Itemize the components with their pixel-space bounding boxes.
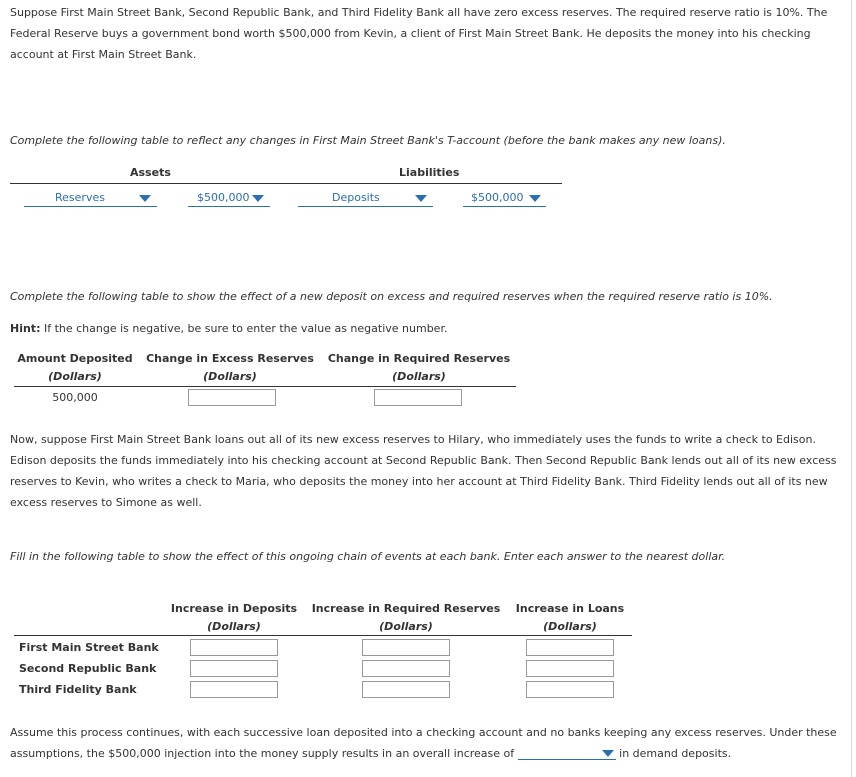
chevron-down-icon	[415, 195, 427, 202]
chevron-down-icon	[252, 195, 264, 202]
chain-instruction: Fill in the following table to show the effect of this ongoing chain of events at each bank. Enter each answer to the nearest dollar.	[10, 550, 726, 563]
liabilities-item-value: Deposits	[332, 191, 380, 204]
first-deposits-input[interactable]	[190, 639, 278, 656]
hint-label: Hint:	[10, 322, 41, 335]
bank-label-first: First Main Street Bank	[19, 641, 159, 654]
unit-increase-loans: (Dollars)	[543, 620, 597, 633]
liabilities-header: Liabilities	[399, 166, 460, 179]
liabilities-value-dropdown[interactable]	[463, 190, 546, 207]
chain-table-divider	[14, 635, 632, 636]
conclusion-text: assumptions, the $500,000 injection into the money supply results in an overall increase of	[10, 747, 515, 760]
assets-item-value: Reserves	[55, 191, 105, 204]
bank-label-second: Second Republic Bank	[19, 662, 157, 675]
third-required-input[interactable]	[362, 681, 450, 698]
col-increase-loans: Increase in Loans	[515, 602, 625, 615]
hint-text: If the change is negative, be sure to enter the value as negative number.	[43, 322, 448, 335]
taccount-instruction: Complete the following table to reflect any changes in First Main Street Bank's T-account (before the bank makes any new loans).	[10, 134, 726, 147]
col-increase-required: Increase in Required Reserves	[311, 602, 501, 615]
intro-text: Suppose First Main Street Bank, Second Republic Bank, and Third Fidelity Bank all have zero excess reserves. The required reserve ratio is 10%. The Federal Reserve buys a government bond worth $500,000 from Kevin, a client of First Main Street Bank. He deposits the money into his checking account at First Main Street Bank.	[10, 6, 828, 61]
liabilities-value: $500,000	[471, 191, 524, 204]
chevron-down-icon	[139, 195, 151, 202]
assets-item-dropdown[interactable]	[24, 190, 157, 207]
col-change-required: Change in Required Reserves	[327, 352, 511, 365]
assets-value-dropdown[interactable]	[188, 190, 270, 207]
reserves-table-divider	[14, 386, 516, 387]
third-loans-input[interactable]	[526, 681, 614, 698]
assets-value: $500,000	[197, 191, 250, 204]
conclusion-line2	[10, 743, 731, 764]
conclusion-line1: Assume this process continues, with each successive loan deposited into a checking account and no banks keeping any excess reserves. Under these	[10, 726, 837, 739]
chevron-down-icon	[529, 195, 541, 202]
change-required-input[interactable]	[374, 389, 462, 406]
change-excess-input[interactable]	[188, 389, 276, 406]
unit-amount-deposited: (Dollars)	[48, 370, 102, 383]
col-amount-deposited: Amount Deposited	[17, 352, 133, 365]
unit-change-required: (Dollars)	[392, 370, 446, 383]
assets-header: Assets	[130, 166, 171, 179]
chevron-down-icon	[602, 750, 614, 757]
unit-change-excess: (Dollars)	[203, 370, 257, 383]
hint	[10, 318, 447, 339]
second-required-input[interactable]	[362, 660, 450, 677]
first-loans-input[interactable]	[526, 639, 614, 656]
deposit-amount: 500,000	[52, 391, 98, 404]
overall-increase-dropdown[interactable]	[518, 745, 616, 760]
second-deposits-input[interactable]	[190, 660, 278, 677]
col-increase-deposits: Increase in Deposits	[170, 602, 298, 615]
bank-label-third: Third Fidelity Bank	[19, 683, 137, 696]
col-change-excess: Change in Excess Reserves	[146, 352, 314, 365]
unit-increase-required: (Dollars)	[379, 620, 433, 633]
second-loans-input[interactable]	[526, 660, 614, 677]
chain-text: Now, suppose First Main Street Bank loans out all of its new excess reserves to Hilary, who immediately uses the funds to write a check to Edison. Edison deposits the funds immediately into his checking account at Second Republic Bank. Then Second Republic Bank lends out all of its new excess reserves to Kevin, who writes a check to Maria, who deposits the money into her account at Third Fidelity Bank. Third Fidelity lends out all of its new excess reserves to Simone as well.	[10, 433, 837, 509]
taccount-divider	[10, 183, 562, 184]
conclusion-suffix: in demand deposits.	[619, 747, 732, 760]
liabilities-item-dropdown[interactable]	[298, 190, 433, 207]
first-required-input[interactable]	[362, 639, 450, 656]
reserves-instruction: Complete the following table to show the effect of a new deposit on excess and required reserves when the required reserve ratio is 10%.	[10, 290, 773, 303]
unit-increase-deposits: (Dollars)	[207, 620, 261, 633]
third-deposits-input[interactable]	[190, 681, 278, 698]
